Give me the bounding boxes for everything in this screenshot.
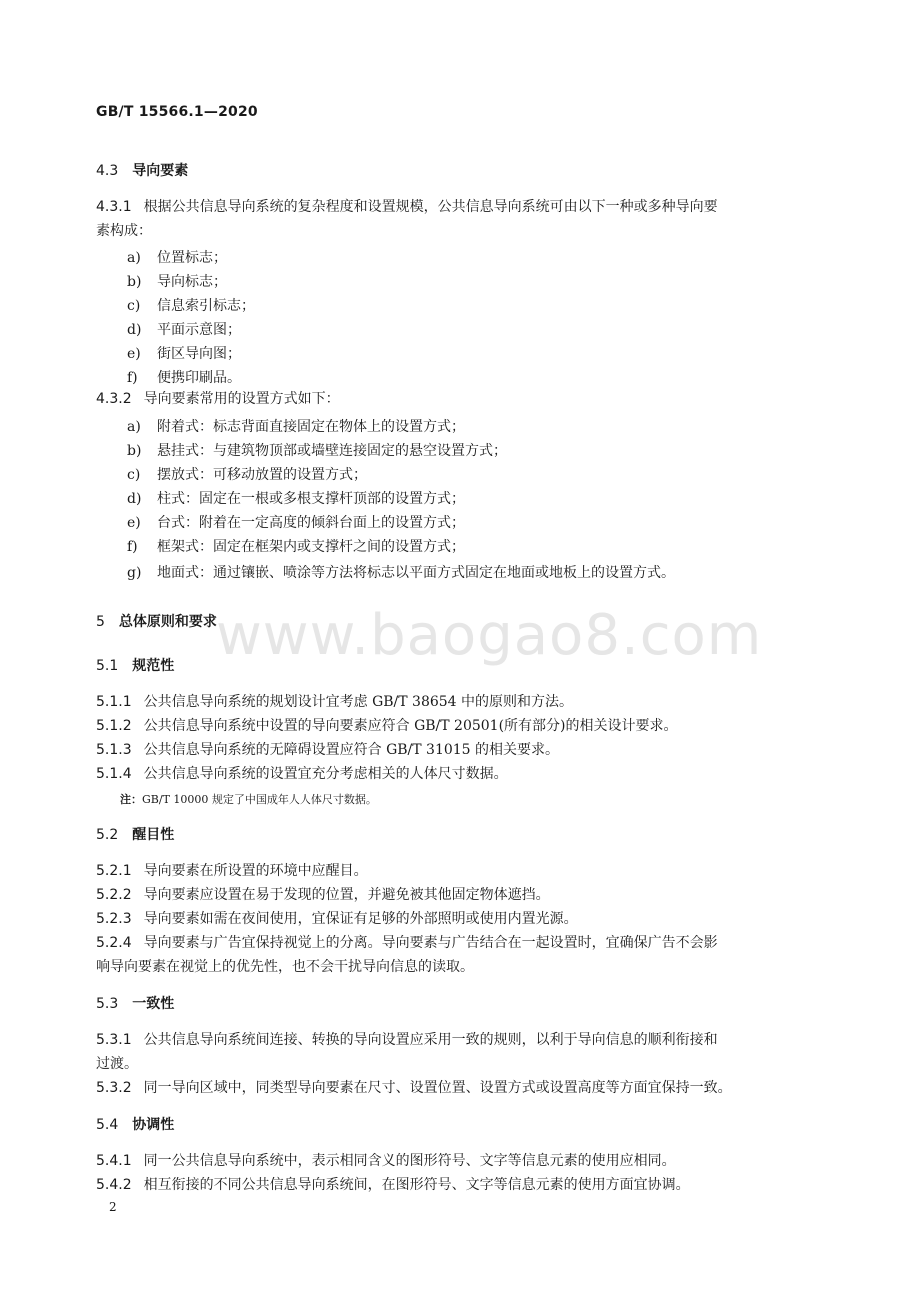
list-label: a) [127, 419, 141, 435]
clause-5-2-4-cont: 响导向要素在视觉上的优先性，也不会干扰导向信息的读取。 [96, 959, 474, 975]
heading-title: 导向要素 [132, 163, 189, 179]
list-text: 便携印刷品。 [157, 370, 241, 386]
clause-5-2-1 [96, 859, 368, 883]
heading-5-1 [96, 655, 174, 675]
clause-number: 5.2.4 [96, 935, 132, 951]
clause-text: 公共信息导向系统的设置宜充分考虑相关的人体尺寸数据。 [143, 766, 508, 782]
heading-title: 规范性 [132, 658, 175, 674]
heading-5 [96, 611, 217, 631]
clause-5-2-4 [96, 931, 718, 955]
list-label: d) [127, 322, 142, 338]
clause-text: 同一导向区域中，同类型导向要素在尺寸、设置位置、设置方式或设置高度等方面宜保持一致。 [143, 1080, 732, 1096]
clause-number: 5.1.2 [96, 718, 132, 734]
clause-number: 5.2.3 [96, 911, 132, 927]
heading-5-4 [96, 1114, 174, 1134]
clause-text: 导向要素常用的设置方式如下： [143, 391, 340, 407]
list-item [127, 295, 255, 315]
list-label: e) [127, 346, 141, 362]
clause-5-4-1 [96, 1149, 676, 1173]
watermark: www.baogao8.com [216, 603, 763, 668]
clause-5-3-1-cont: 过渡。 [96, 1056, 138, 1072]
list-item [127, 512, 465, 532]
list-text: 导向标志； [157, 274, 227, 290]
list-text: 摆放式：可移动放置的设置方式； [157, 467, 367, 483]
list-item [127, 488, 465, 508]
list-text: 地面式：通过镶嵌、喷涂等方法将标志以平面方式固定在地面或地板上的设置方式。 [157, 565, 675, 581]
list-text: 悬挂式：与建筑物顶部或墙壁连接固定的悬空设置方式； [157, 443, 507, 459]
list-item [127, 367, 241, 387]
clause-number: 5.1.3 [96, 742, 132, 758]
note-text: GB/T 10000 规定了中国成年人人体尺寸数据。 [142, 793, 377, 806]
list-label: a) [127, 250, 141, 266]
heading-title: 一致性 [132, 996, 175, 1012]
page-number: 2 [109, 1200, 117, 1214]
list-label: e) [127, 515, 141, 531]
heading-title: 醒目性 [132, 827, 175, 843]
clause-text: 同一公共信息导向系统中，表示相同含义的图形符号、文字等信息元素的使用应相同。 [143, 1153, 676, 1169]
heading-number: 5.4 [96, 1117, 119, 1133]
list-label: b) [127, 443, 142, 459]
list-text: 柱式：固定在一根或多根支撑杆顶部的设置方式； [157, 491, 465, 507]
list-text: 平面示意图； [157, 322, 241, 338]
clause-4-3-1 [96, 195, 718, 219]
note-label: 注： [120, 793, 142, 806]
list-text: 信息索引标志； [157, 298, 255, 314]
list-item [127, 271, 227, 291]
list-item [127, 343, 241, 363]
standard-code: GB/T 15566.1—2020 [96, 104, 258, 120]
list-label: g) [127, 565, 142, 581]
list-text: 台式：附着在一定高度的倾斜台面上的设置方式； [157, 515, 465, 531]
list-text: 框架式：固定在框架内或支撑杆之间的设置方式； [157, 539, 465, 555]
list-item [127, 464, 367, 484]
list-item [127, 319, 241, 339]
heading-number: 4.3 [96, 163, 119, 179]
clause-text: 根据公共信息导向系统的复杂程度和设置规模，公共信息导向系统可由以下一种或多种导向要 [143, 199, 718, 215]
list-text: 位置标志； [157, 250, 227, 266]
heading-4-3 [96, 160, 188, 180]
list-label: f) [127, 370, 138, 386]
clause-text: 公共信息导向系统中设置的导向要素应符合 GB/T 20501(所有部分)的相关设计要求。 [143, 718, 678, 734]
clause-text: 公共信息导向系统的无障碍设置应符合 GB/T 31015 的相关要求。 [143, 742, 560, 758]
clause-text: 导向要素应设置在易于发现的位置，并避免被其他固定物体遮挡。 [143, 887, 550, 903]
clause-5-1-2 [96, 714, 678, 738]
heading-number: 5 [96, 614, 105, 630]
clause-number: 5.1.1 [96, 694, 132, 710]
clause-5-2-2 [96, 883, 550, 907]
clause-5-3-1 [96, 1028, 718, 1052]
clause-5-4-2 [96, 1173, 690, 1197]
clause-number: 5.4.2 [96, 1177, 132, 1193]
heading-number: 5.3 [96, 996, 119, 1012]
clause-text: 导向要素如需在夜间使用，宜保证有足够的外部照明或使用内置光源。 [143, 911, 578, 927]
heading-5-2 [96, 824, 174, 844]
clause-text: 相互衔接的不同公共信息导向系统间，在图形符号、文字等信息元素的使用方面宜协调。 [143, 1177, 690, 1193]
clause-4-3-2 [96, 387, 340, 411]
clause-number: 5.2.2 [96, 887, 132, 903]
list-label: f) [127, 539, 138, 555]
list-item [127, 416, 465, 436]
clause-number: 4.3.2 [96, 391, 132, 407]
clause-number: 5.3.2 [96, 1080, 132, 1096]
list-label: b) [127, 274, 142, 290]
clause-text: 公共信息导向系统的规划设计宜考虑 GB/T 38654 中的原则和方法。 [143, 694, 574, 710]
heading-title: 协调性 [132, 1117, 175, 1133]
clause-5-1-1 [96, 690, 573, 714]
clause-number: 5.1.4 [96, 766, 132, 782]
list-item [127, 562, 675, 582]
list-text: 附着式：标志背面直接固定在物体上的设置方式； [157, 419, 465, 435]
clause-text: 导向要素与广告宜保持视觉上的分离。导向要素与广告结合在一起设置时，宜确保广告不会影 [143, 935, 718, 951]
clause-5-2-3 [96, 907, 578, 931]
list-item [127, 536, 465, 556]
clause-5-1-3 [96, 738, 559, 762]
clause-5-3-2 [96, 1076, 732, 1100]
heading-number: 5.1 [96, 658, 119, 674]
clause-number: 5.4.1 [96, 1153, 132, 1169]
heading-number: 5.2 [96, 827, 119, 843]
heading-title: 总体原则和要求 [118, 614, 217, 630]
clause-4-3-1-cont: 素构成： [96, 223, 152, 239]
clause-number: 4.3.1 [96, 199, 132, 215]
list-item [127, 247, 227, 267]
list-label: d) [127, 491, 142, 507]
clause-number: 5.3.1 [96, 1032, 132, 1048]
clause-5-1-4 [96, 762, 508, 786]
list-label: c) [127, 298, 141, 314]
list-text: 街区导向图； [157, 346, 241, 362]
note [120, 791, 377, 807]
clause-number: 5.2.1 [96, 863, 132, 879]
list-item [127, 440, 507, 460]
heading-5-3 [96, 993, 174, 1013]
clause-text: 导向要素在所设置的环境中应醒目。 [143, 863, 368, 879]
clause-text: 公共信息导向系统间连接、转换的导向设置应采用一致的规则，以利于导向信息的顺利衔接和 [143, 1032, 718, 1048]
list-label: c) [127, 467, 141, 483]
